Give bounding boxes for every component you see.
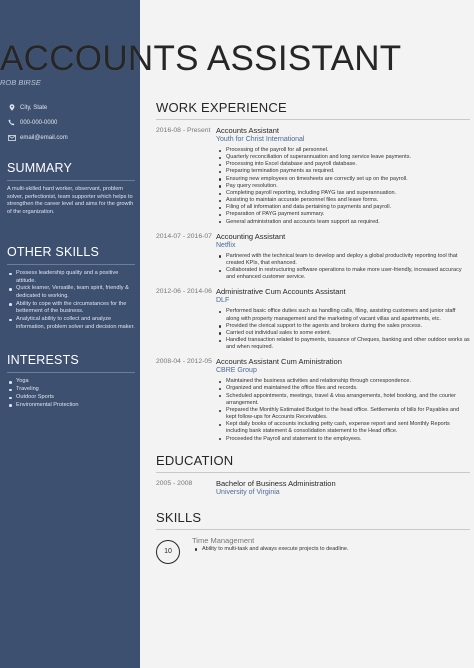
job-entry	[156, 126, 470, 226]
job-company: Youth for Christ International	[216, 136, 305, 143]
list-item: Completing payroll reporting, including PAYG tax and superannuation.	[216, 190, 470, 197]
list-item: General administration and accounts team support as required.	[216, 219, 470, 226]
list-item: Carried out individual sales to some extent.	[216, 330, 470, 337]
job-entry	[156, 357, 470, 442]
list-item: Partnered with the technical team to develop and deploy a global productivity reporting tool that created KPIs, that enhanced.	[216, 253, 470, 267]
job-company: CBRE Group	[216, 367, 257, 375]
job-date: 2014-07 - 2016-07	[156, 232, 212, 240]
job-date: 2012-06 - 2014-06	[156, 288, 212, 296]
candidate-name: ROB BIRSE	[0, 78, 41, 87]
list-item: Environmental Protection	[7, 402, 135, 410]
education-date: 2005 - 2008	[156, 479, 193, 487]
list-item: Processing of the payroll for all personnel.	[216, 147, 470, 154]
education-entry	[156, 479, 470, 500]
education-heading: EDUCATION	[156, 453, 470, 473]
list-item: Assisting to maintain accurate personnel files and leave forms.	[216, 197, 470, 204]
list-item: Performed basic office duties such as handling calls, filing, assisting customers and junior staff along with property management and the marketing of vacant villas and apartments, etc.	[216, 308, 470, 322]
work-experience-heading: WORK EXPERIENCE	[156, 100, 470, 120]
list-item: Traveling	[7, 386, 135, 394]
list-item: Scheduled appointments, meetings, travel & visa arrangements, hotel booking, and the courier arrangement.	[216, 393, 470, 407]
list-item: Preparation of PAYG payment summary.	[216, 211, 470, 218]
page-title: ACCOUNTS ASSISTANT	[0, 39, 402, 78]
list-item: Ability to cope with the circumstances for the betterment of the business.	[7, 301, 135, 316]
education-degree: Bachelor of Business Administration	[216, 478, 336, 488]
list-item: Organized and maintained the office files and records.	[216, 385, 470, 392]
list-item: Quick learner, Versatile, team spirit, friendly & dedicated to working.	[7, 285, 135, 300]
job-duties	[216, 147, 470, 226]
list-item: Provided the clerical support to the agents and brokers during the sales process.	[216, 323, 470, 330]
contact-email[interactable]	[7, 130, 135, 145]
list-item: Quarterly reconciliation of superannuation and long service leave payments.	[216, 154, 470, 161]
job-date: 2016-08 - Present	[156, 127, 211, 134]
skills-heading: SKILLS	[156, 510, 470, 530]
list-item: Ability to multi-task and always execute projects to deadline.	[192, 546, 348, 553]
job-duties	[216, 378, 470, 442]
list-item: Proceeded the Payroll and statement to the employees.	[216, 436, 470, 443]
contact-phone	[7, 115, 135, 130]
contact-email-text[interactable]: email@email.com	[20, 134, 68, 141]
list-item: Outdoor Sports	[7, 394, 135, 402]
list-item: Filing of all information and data pertaining to payments and payroll.	[216, 204, 470, 211]
contact-location	[7, 100, 135, 115]
job-title: Administrative Cum Accounts Assistant	[216, 287, 346, 297]
job-entry	[156, 287, 470, 351]
sidebar-content	[7, 100, 135, 409]
interests-list	[7, 378, 135, 409]
job-company: DLF	[216, 297, 230, 305]
skill-details	[192, 546, 348, 553]
map-pin-icon	[7, 104, 16, 111]
education-school: University of Virginia	[216, 488, 280, 496]
summary-heading: SUMMARY	[7, 161, 135, 181]
job-title: Accounts Assistant	[216, 126, 279, 135]
list-item: Preparing termination payments as required.	[216, 168, 470, 175]
summary-text: A multi-skilled hard worker, observant, problem solver, perfectionist, team supporter which helps to strengthen the career level and aims for the growth of the organization.	[7, 186, 134, 216]
list-item: Pay query resolution.	[216, 183, 470, 190]
list-item: Possess leadership quality and a positive attitude.	[7, 270, 135, 285]
list-item: Collaborated in restructuring software operations to make more user-friendly, increased accuracy and enhanced customer service.	[216, 267, 470, 281]
job-duties	[216, 253, 470, 282]
interests-heading: INTERESTS	[7, 353, 135, 373]
skill-rating-badge: 10	[156, 540, 180, 564]
job-duties	[216, 308, 470, 351]
phone-icon	[7, 119, 16, 126]
envelope-icon	[7, 135, 16, 141]
contact-location-text: City, State	[20, 104, 48, 111]
list-item: Yoga	[7, 378, 135, 386]
job-company: Netflix	[216, 241, 236, 249]
list-item: Prepared the Monthly Estimated Budget to the head office. Settlements of bills for Payables and kept follow-ups for Accounts Receivables.	[216, 407, 470, 421]
list-item: Analytical ability to collect and analyze information, problem solver and decision maker.	[7, 316, 135, 331]
other-skills-heading: OTHER SKILLS	[7, 245, 135, 265]
job-date: 2008-04 - 2012-05	[156, 358, 212, 366]
list-item: Kept daily books of accounts including petty cash, expense report and sent Monthly Reports including bank statement & consolidation statement to the Head office.	[216, 421, 470, 435]
job-title: Accounting Assistant	[216, 231, 286, 241]
main-column	[156, 100, 470, 564]
contact-phone-text: 000-000-0000	[20, 119, 58, 126]
other-skills-list	[7, 270, 135, 332]
list-item: Maintained the business activities and relationship through correspondence.	[216, 378, 470, 385]
skill-entry	[156, 536, 470, 564]
skill-name: Time Management	[192, 535, 255, 545]
list-item: Processing into Excel database and payroll database.	[216, 161, 470, 168]
job-entry	[156, 232, 470, 282]
job-title: Accounts Assistant Cum Aministration	[216, 357, 342, 367]
list-item: Handled transaction related to payments, issuance of Cheques, banking and other outdoor works as and when required.	[216, 337, 470, 351]
list-item: Ensuring new employees on timesheets are correctly set up on the payroll.	[216, 176, 470, 183]
